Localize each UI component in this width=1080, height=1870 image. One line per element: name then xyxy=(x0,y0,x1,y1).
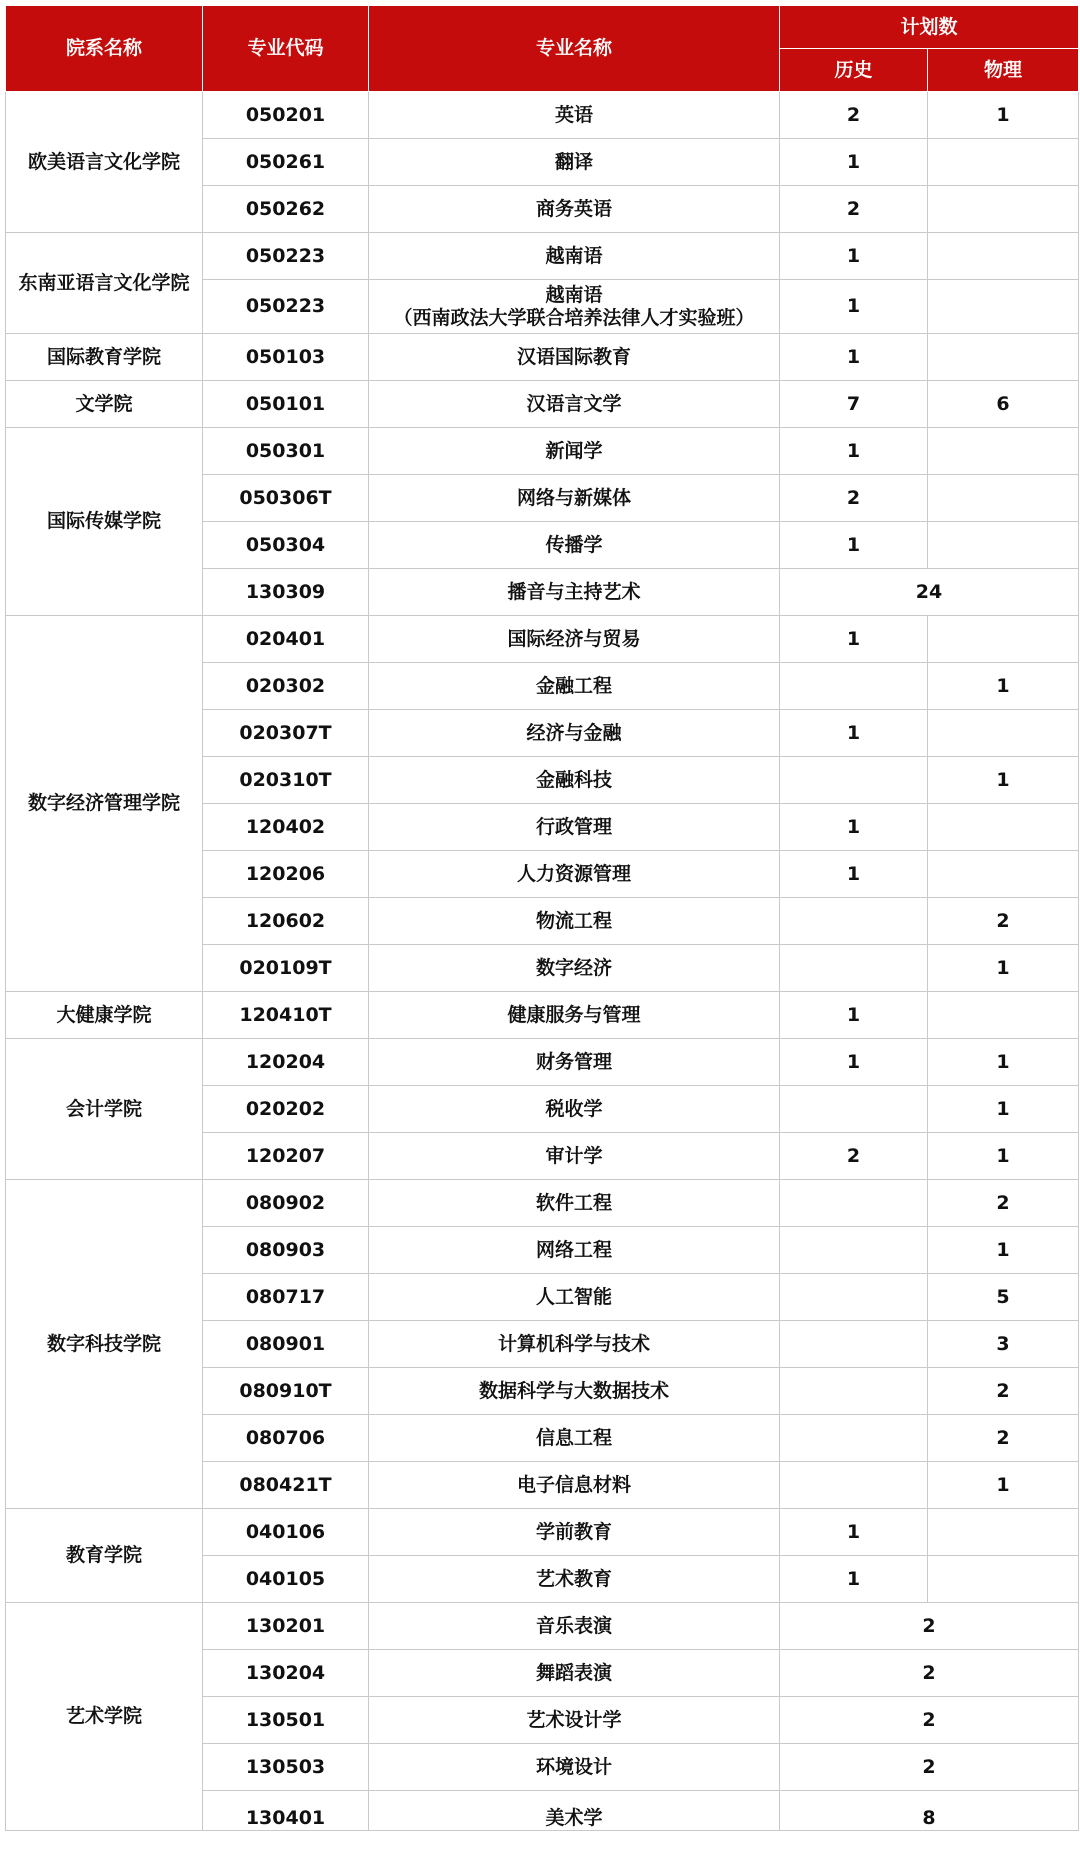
major-name: 健康服务与管理 xyxy=(507,1003,641,1026)
major-code-cell: 020310T xyxy=(203,757,369,804)
major-name: 人力资源管理 xyxy=(516,862,631,885)
major-code-cell: 130309 xyxy=(203,569,369,616)
major-name-cell xyxy=(369,898,780,945)
table-row xyxy=(6,992,1079,1039)
major-name: 审计学 xyxy=(545,1144,603,1167)
physics-count-cell: 2 xyxy=(928,898,1079,945)
major-code-cell: 050101 xyxy=(203,381,369,428)
physics-count-cell: 1 xyxy=(928,92,1079,139)
plan-total-cell: 8 xyxy=(780,1791,1079,1831)
major-code-cell: 050223 xyxy=(203,280,369,334)
major-code-cell: 050306T xyxy=(203,475,369,522)
major-name-cell xyxy=(369,1462,780,1509)
physics-count-cell xyxy=(928,139,1079,186)
plan-total-cell: 2 xyxy=(780,1697,1079,1744)
major-code-cell: 120402 xyxy=(203,804,369,851)
major-name-cell xyxy=(369,1274,780,1321)
major-name-cell xyxy=(369,1368,780,1415)
history-count-cell xyxy=(780,1180,928,1227)
major-code-cell: 120206 xyxy=(203,851,369,898)
major-name: 经济与金融 xyxy=(526,721,622,744)
college-name-cell: 国际传媒学院 xyxy=(6,428,203,616)
physics-count-cell: 1 xyxy=(928,1039,1079,1086)
history-count-cell xyxy=(780,1321,928,1368)
major-name-cell xyxy=(369,428,780,475)
table-row xyxy=(6,428,1079,475)
major-name: 传播学 xyxy=(545,533,603,556)
major-name-cell xyxy=(369,1697,780,1744)
major-name: 环境设计 xyxy=(535,1755,612,1778)
physics-count-cell: 2 xyxy=(928,1415,1079,1462)
table-row xyxy=(6,334,1079,381)
table-row xyxy=(6,233,1079,280)
header-major-name: 专业名称 xyxy=(369,6,780,92)
major-name-cell xyxy=(369,1227,780,1274)
major-name-cell xyxy=(369,381,780,428)
physics-count-cell: 1 xyxy=(928,1086,1079,1133)
major-name: 网络与新媒体 xyxy=(516,486,631,509)
major-code-cell: 020202 xyxy=(203,1086,369,1133)
history-count-cell: 1 xyxy=(780,1556,928,1603)
physics-count-cell xyxy=(928,851,1079,898)
physics-count-cell: 1 xyxy=(928,945,1079,992)
major-code-cell: 130204 xyxy=(203,1650,369,1697)
physics-count-cell xyxy=(928,522,1079,569)
history-count-cell xyxy=(780,1086,928,1133)
major-name: 人工智能 xyxy=(535,1285,612,1308)
major-name: 英语 xyxy=(554,103,593,126)
major-name-cell xyxy=(369,92,780,139)
major-name-cell xyxy=(369,1603,780,1650)
header-plan-count: 计划数 xyxy=(780,6,1079,49)
major-name-cell xyxy=(369,1744,780,1791)
major-name: 数据科学与大数据技术 xyxy=(478,1379,669,1402)
history-count-cell: 1 xyxy=(780,139,928,186)
table-row xyxy=(6,1603,1079,1650)
table-row xyxy=(6,616,1079,663)
major-name: 计算机科学与技术 xyxy=(497,1332,650,1355)
college-name-cell: 东南亚语言文化学院 xyxy=(6,233,203,334)
major-name: 艺术教育 xyxy=(535,1567,612,1590)
major-name-cell xyxy=(369,1180,780,1227)
major-name-cell xyxy=(369,663,780,710)
major-name-cell xyxy=(369,616,780,663)
major-name: 财务管理 xyxy=(535,1050,612,1073)
history-count-cell xyxy=(780,1368,928,1415)
major-code-cell: 080903 xyxy=(203,1227,369,1274)
history-count-cell: 2 xyxy=(780,186,928,233)
major-code-cell: 050103 xyxy=(203,334,369,381)
major-name: 软件工程 xyxy=(535,1191,612,1214)
major-code-cell: 120204 xyxy=(203,1039,369,1086)
major-name-cell xyxy=(369,1321,780,1368)
physics-count-cell xyxy=(928,428,1079,475)
physics-count-cell: 1 xyxy=(928,1462,1079,1509)
major-name-cell xyxy=(369,1415,780,1462)
history-count-cell xyxy=(780,1227,928,1274)
major-code-cell: 080901 xyxy=(203,1321,369,1368)
major-code-cell: 050223 xyxy=(203,233,369,280)
physics-count-cell xyxy=(928,1509,1079,1556)
physics-count-cell: 1 xyxy=(928,757,1079,804)
major-name: 音乐表演 xyxy=(535,1614,612,1637)
table-row xyxy=(6,1039,1079,1086)
college-name-cell: 艺术学院 xyxy=(6,1603,203,1831)
major-name: 美术学 xyxy=(545,1807,603,1829)
history-count-cell: 2 xyxy=(780,92,928,139)
major-code-cell: 020302 xyxy=(203,663,369,710)
history-count-cell xyxy=(780,945,928,992)
physics-count-cell xyxy=(928,334,1079,381)
physics-count-cell: 2 xyxy=(928,1368,1079,1415)
major-name-cell xyxy=(369,522,780,569)
major-code-cell: 120207 xyxy=(203,1133,369,1180)
college-name-cell: 会计学院 xyxy=(6,1039,203,1180)
physics-count-cell: 2 xyxy=(928,1180,1079,1227)
major-code-cell: 050304 xyxy=(203,522,369,569)
physics-count-cell: 1 xyxy=(928,1133,1079,1180)
major-name: 数字经济 xyxy=(535,956,612,979)
major-name-note: （西南政法大学联合培养法律人才实验班） xyxy=(393,306,755,329)
physics-count-cell xyxy=(928,616,1079,663)
college-name-cell: 教育学院 xyxy=(6,1509,203,1603)
physics-count-cell xyxy=(928,710,1079,757)
major-name: 翻译 xyxy=(554,150,593,173)
history-count-cell: 2 xyxy=(780,475,928,522)
history-count-cell xyxy=(780,1462,928,1509)
physics-count-cell xyxy=(928,186,1079,233)
major-code-cell: 050261 xyxy=(203,139,369,186)
major-name: 舞蹈表演 xyxy=(535,1661,612,1684)
major-name: 汉语言文学 xyxy=(526,392,622,415)
physics-count-cell: 6 xyxy=(928,381,1079,428)
major-code-cell: 020109T xyxy=(203,945,369,992)
major-code-cell: 050201 xyxy=(203,92,369,139)
major-code-cell: 130401 xyxy=(203,1791,369,1831)
history-count-cell xyxy=(780,663,928,710)
major-code-cell: 130503 xyxy=(203,1744,369,1791)
major-name-cell xyxy=(369,1650,780,1697)
major-name: 信息工程 xyxy=(535,1426,612,1449)
major-name-cell xyxy=(369,851,780,898)
major-name-cell xyxy=(369,334,780,381)
major-name-cell xyxy=(369,757,780,804)
history-count-cell: 1 xyxy=(780,616,928,663)
physics-count-cell xyxy=(928,475,1079,522)
table-header xyxy=(6,6,1079,92)
history-count-cell xyxy=(780,898,928,945)
major-code-cell: 130501 xyxy=(203,1697,369,1744)
history-count-cell: 1 xyxy=(780,804,928,851)
major-code-cell: 120410T xyxy=(203,992,369,1039)
major-name: 税收学 xyxy=(545,1097,603,1120)
history-count-cell: 1 xyxy=(780,1039,928,1086)
enrollment-plan-table xyxy=(5,5,1079,1831)
major-name-cell xyxy=(369,569,780,616)
major-name: 汉语国际教育 xyxy=(516,345,631,368)
history-count-cell xyxy=(780,1274,928,1321)
physics-count-cell xyxy=(928,992,1079,1039)
major-name: 商务英语 xyxy=(535,197,612,220)
physics-count-cell xyxy=(928,280,1079,334)
major-code-cell: 020307T xyxy=(203,710,369,757)
plan-total-cell: 24 xyxy=(780,569,1079,616)
header-history: 历史 xyxy=(780,49,928,92)
major-name: 学前教育 xyxy=(535,1520,612,1543)
major-code-cell: 080706 xyxy=(203,1415,369,1462)
college-name-cell: 文学院 xyxy=(6,381,203,428)
history-count-cell: 1 xyxy=(780,522,928,569)
major-code-cell: 040105 xyxy=(203,1556,369,1603)
college-name-cell: 数字科技学院 xyxy=(6,1180,203,1509)
major-name-cell xyxy=(369,139,780,186)
major-name-cell xyxy=(369,475,780,522)
major-name-cell xyxy=(369,1039,780,1086)
major-code-cell: 020401 xyxy=(203,616,369,663)
major-name: 播音与主持艺术 xyxy=(507,580,641,603)
major-code-cell: 050301 xyxy=(203,428,369,475)
major-name-cell xyxy=(369,710,780,757)
major-name-cell xyxy=(369,186,780,233)
major-name: 越南语 xyxy=(545,244,603,267)
major-name: 物流工程 xyxy=(535,909,612,932)
history-count-cell: 7 xyxy=(780,381,928,428)
table-body xyxy=(6,92,1079,1831)
physics-count-cell: 3 xyxy=(928,1321,1079,1368)
major-code-cell: 080421T xyxy=(203,1462,369,1509)
major-name-cell xyxy=(369,1133,780,1180)
header-college: 院系名称 xyxy=(6,6,203,92)
history-count-cell: 1 xyxy=(780,1509,928,1556)
history-count-cell xyxy=(780,757,928,804)
plan-total-cell: 2 xyxy=(780,1650,1079,1697)
table-row xyxy=(6,1180,1079,1227)
major-name-cell xyxy=(369,1509,780,1556)
physics-count-cell: 5 xyxy=(928,1274,1079,1321)
college-name-cell: 大健康学院 xyxy=(6,992,203,1039)
major-name: 行政管理 xyxy=(535,815,612,838)
college-name-cell: 数字经济管理学院 xyxy=(6,616,203,992)
major-code-cell: 080902 xyxy=(203,1180,369,1227)
college-name-cell: 欧美语言文化学院 xyxy=(6,92,203,233)
major-code-cell: 040106 xyxy=(203,1509,369,1556)
major-code-cell: 120602 xyxy=(203,898,369,945)
major-name-cell xyxy=(369,1556,780,1603)
physics-count-cell: 1 xyxy=(928,1227,1079,1274)
major-code-cell: 050262 xyxy=(203,186,369,233)
plan-total-cell: 2 xyxy=(780,1744,1079,1791)
history-count-cell: 2 xyxy=(780,1133,928,1180)
major-name-cell xyxy=(369,804,780,851)
history-count-cell: 1 xyxy=(780,233,928,280)
major-name: 越南语 xyxy=(545,283,603,306)
history-count-cell: 1 xyxy=(780,851,928,898)
history-count-cell: 1 xyxy=(780,992,928,1039)
major-code-cell: 130201 xyxy=(203,1603,369,1650)
physics-count-cell xyxy=(928,1556,1079,1603)
table-row xyxy=(6,381,1079,428)
history-count-cell: 1 xyxy=(780,428,928,475)
header-major-code: 专业代码 xyxy=(203,6,369,92)
physics-count-cell xyxy=(928,804,1079,851)
college-name-cell: 国际教育学院 xyxy=(6,334,203,381)
history-count-cell: 1 xyxy=(780,280,928,334)
table-row xyxy=(6,92,1079,139)
history-count-cell: 1 xyxy=(780,710,928,757)
physics-count-cell: 1 xyxy=(928,663,1079,710)
physics-count-cell xyxy=(928,233,1079,280)
major-name: 网络工程 xyxy=(535,1238,612,1261)
major-name-cell xyxy=(369,1791,780,1831)
major-name: 电子信息材料 xyxy=(516,1473,631,1496)
major-name: 艺术设计学 xyxy=(526,1708,622,1731)
major-name: 金融工程 xyxy=(535,674,612,697)
table-row xyxy=(6,1509,1079,1556)
major-code-cell: 080717 xyxy=(203,1274,369,1321)
history-count-cell: 1 xyxy=(780,334,928,381)
major-name-cell xyxy=(369,1086,780,1133)
major-name-cell xyxy=(369,992,780,1039)
major-name-cell xyxy=(369,945,780,992)
history-count-cell xyxy=(780,1415,928,1462)
major-name-cell xyxy=(369,233,780,280)
major-name-cell xyxy=(369,280,780,334)
header-physics: 物理 xyxy=(928,49,1079,92)
major-name: 新闻学 xyxy=(545,439,603,462)
major-code-cell: 080910T xyxy=(203,1368,369,1415)
plan-total-cell: 2 xyxy=(780,1603,1079,1650)
major-name: 金融科技 xyxy=(535,768,612,791)
major-name: 国际经济与贸易 xyxy=(507,627,641,650)
